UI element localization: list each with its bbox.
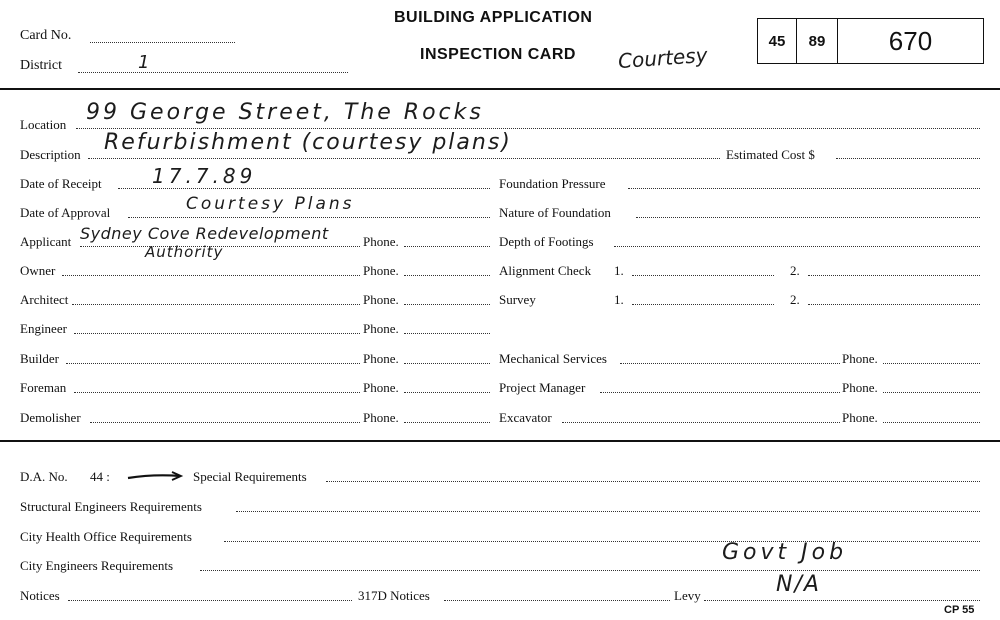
builder-field[interactable] [66,363,360,364]
depth-of-footings-label: Depth of Footings [499,234,594,249]
excavator-phone-field[interactable] [883,422,980,423]
excavator-field[interactable] [562,422,840,423]
description-field[interactable] [88,158,720,159]
alignment-check-1-label: 1. [614,263,624,278]
city-health-field[interactable] [224,541,980,542]
survey-2-label: 2. [790,292,800,307]
city-health-label: City Health Office Requirements [20,529,192,544]
builder-phone-label: Phone. [363,351,399,366]
survey-1-field[interactable] [632,304,774,305]
da-no-value: 44 : [90,469,110,484]
da-no-label: D.A. No. [20,469,68,484]
owner-field[interactable] [62,275,360,276]
location-label: Location [20,117,67,132]
special-requirements-label: Special Requirements [193,469,307,484]
project-manager-phone-field[interactable] [883,392,980,393]
engineer-field[interactable] [74,333,360,334]
structural-engineers-label: Structural Engineers Requirements [20,499,202,514]
applicant-phone-label: Phone. [363,234,399,249]
nature-of-foundation-label: Nature of Foundation [499,205,611,220]
depth-of-footings-field[interactable] [614,246,980,247]
foreman-label: Foreman [20,380,67,395]
levy-label: Levy [674,588,701,603]
builder-label: Builder [20,351,59,366]
estimated-cost-label: Estimated Cost $ [726,147,815,162]
ref-box-a: 45 [758,19,797,63]
special-requirements-field[interactable] [326,481,980,482]
notices-317d-field[interactable] [444,600,670,601]
reference-number-box [757,18,984,64]
notices-label: Notices [20,588,60,603]
city-engineers-value: Govt Job [722,540,848,565]
owner-label: Owner [20,263,56,278]
mechanical-services-field[interactable] [620,363,840,364]
card-no-field[interactable] [90,42,235,43]
levy-value: N/A [776,572,821,597]
date-of-approval-field[interactable] [128,217,490,218]
applicant-label: Applicant [20,234,72,249]
card-no-label: Card No. [20,28,72,43]
location-value: 99 George Street, The Rocks [86,100,484,125]
applicant-value-line2: Authority [145,243,224,261]
demolisher-label: Demolisher [20,410,81,425]
notices-317d-label: 317D Notices [358,588,430,603]
alignment-check-label: Alignment Check [499,263,592,278]
architect-phone-label: Phone. [363,292,399,307]
alignment-check-1-field[interactable] [632,275,774,276]
description-label: Description [20,147,81,162]
project-manager-phone-label: Phone. [842,380,878,395]
da-no-arrow-mark [126,470,184,482]
date-of-approval-value: Courtesy Plans [186,194,355,214]
date-of-approval-label: Date of Approval [20,205,111,220]
district-label: District [20,58,62,73]
notices-field[interactable] [68,600,352,601]
mechanical-services-label: Mechanical Services [499,351,607,366]
nature-of-foundation-field[interactable] [636,217,980,218]
city-engineers-label: City Engineers Requirements [20,558,174,573]
mechanical-services-phone-field[interactable] [883,363,980,364]
date-of-receipt-label: Date of Receipt [20,176,102,191]
project-manager-field[interactable] [600,392,840,393]
mechanical-services-phone-label: Phone. [842,351,878,366]
alignment-check-2-field[interactable] [808,275,980,276]
foundation-pressure-field[interactable] [628,188,980,189]
architect-phone-field[interactable] [404,304,490,305]
location-field[interactable] [76,128,980,129]
district-value: 1 [138,52,150,73]
date-of-receipt-value: 17.7.89 [152,164,257,188]
project-manager-label: Project Manager [499,380,586,395]
district-field[interactable] [78,72,348,73]
builder-phone-field[interactable] [404,363,490,364]
description-value: Refurbishment (courtesy plans) [104,130,512,155]
applicant-value: Sydney Cove Redevelopment [80,224,329,243]
foreman-phone-field[interactable] [404,392,490,393]
engineer-label: Engineer [20,321,67,336]
alignment-check-2-label: 2. [790,263,800,278]
demolisher-phone-field[interactable] [404,422,490,423]
ref-box-b: 89 [797,19,838,63]
form-title-line2: INSPECTION CARD [420,46,576,63]
architect-label: Architect [20,292,69,307]
applicant-phone-field[interactable] [404,246,490,247]
ref-box-c: 670 [888,25,933,56]
foreman-field[interactable] [74,392,360,393]
engineer-phone-field[interactable] [404,333,490,334]
demolisher-field[interactable] [90,422,360,423]
survey-1-label: 1. [614,292,624,307]
form-title-line1: BUILDING APPLICATION [394,9,593,26]
estimated-cost-field[interactable] [836,158,980,159]
title-annotation: Courtesy [617,42,709,74]
date-of-receipt-field[interactable] [118,188,490,189]
owner-phone-label: Phone. [363,263,399,278]
engineer-phone-label: Phone. [363,321,399,336]
foreman-phone-label: Phone. [363,380,399,395]
excavator-label: Excavator [499,410,552,425]
levy-field[interactable] [704,600,980,601]
demolisher-phone-label: Phone. [363,410,399,425]
survey-label: Survey [499,292,536,307]
requirements-divider [0,440,1000,442]
owner-phone-field[interactable] [404,275,490,276]
survey-2-field[interactable] [808,304,980,305]
foundation-pressure-label: Foundation Pressure [499,176,606,191]
city-engineers-field[interactable] [200,570,980,571]
architect-field[interactable] [72,304,360,305]
form-code: CP 55 [944,604,975,616]
structural-engineers-field[interactable] [236,511,980,512]
excavator-phone-label: Phone. [842,410,878,425]
header-divider [0,88,1000,90]
